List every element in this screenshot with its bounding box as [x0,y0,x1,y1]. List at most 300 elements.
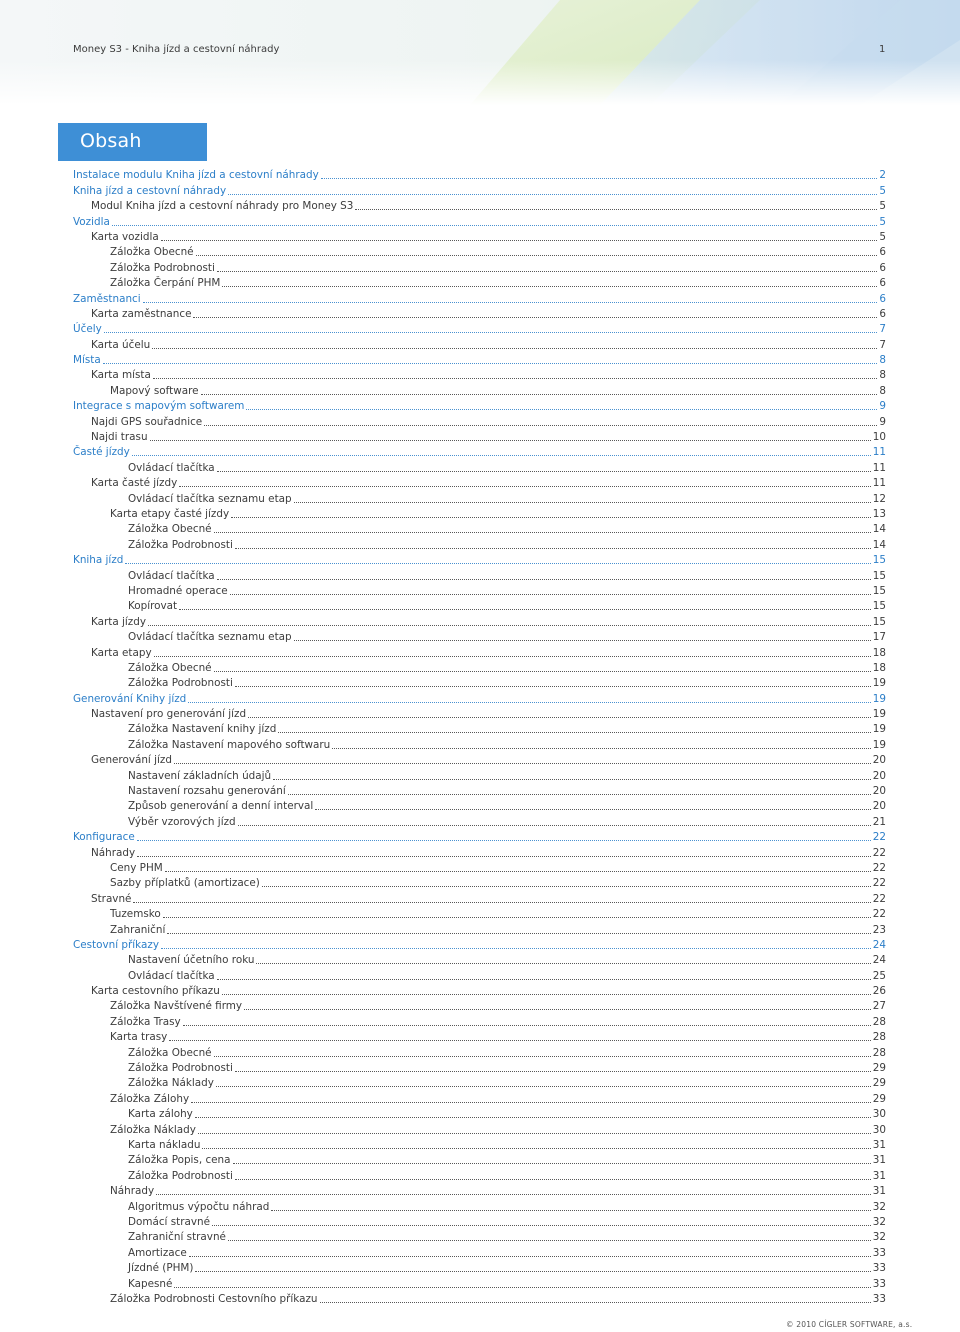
toc-entry-page: 33 [872,1246,886,1259]
toc-leader-dots [246,408,877,410]
toc-entry-label: Domácí stravné [128,1215,211,1228]
toc-entry[interactable] [0,689,960,704]
toc-entry[interactable] [0,1228,960,1243]
toc-entry-label: Algoritmus výpočtu náhrad [128,1200,270,1213]
toc-entry[interactable] [0,1197,960,1212]
toc-leader-dots [188,701,871,703]
toc-entry-label: Záložka Podrobnosti [128,677,233,690]
toc-entry[interactable] [0,674,960,689]
toc-leader-dots [137,839,871,841]
toc-entry-label: Karta časté jízdy [91,477,178,490]
toc-entry-label: Záložka Nastavení mapového softwaru [128,738,331,751]
toc-entry-label: Záložka Navštívené firmy [110,1000,243,1013]
toc-entry-page: 19 [872,692,886,705]
toc-entry-label: Karta etapy [91,646,152,659]
toc-entry[interactable] [0,643,960,658]
toc-entry[interactable] [0,274,960,289]
toc-entry-label: Nastavení pro generování jízd [91,708,247,721]
toc-entry-label: Mapový software [110,384,199,397]
toc-entry-page: 33 [872,1292,886,1305]
toc-entry-label: Účely [73,323,102,336]
toc-entry-label: Najdi GPS souřadnice [91,415,203,428]
toc-entry-page: 22 [872,861,886,874]
toc-leader-dots [217,470,871,472]
toc-entry-label: Záložka Čerpání PHM [110,277,221,290]
toc-entry-page: 29 [872,1062,886,1075]
toc-leader-dots [125,562,870,564]
toc-entry-label: Záložka Náklady [128,1077,214,1090]
toc-entry[interactable] [0,1166,960,1181]
toc-leader-dots [183,1024,871,1026]
toc-entry[interactable] [0,258,960,273]
toc-leader-dots [191,1101,871,1103]
toc-entry-page: 28 [872,1031,886,1044]
toc-entry-label: Náhrady [110,1185,155,1198]
toc-entry-label: Hromadné operace [128,584,228,597]
toc-entry[interactable] [0,197,960,212]
toc-entry-page: 32 [872,1215,886,1228]
table-of-contents [0,166,960,1305]
toc-leader-dots [273,778,871,780]
toc-leader-dots [189,1255,871,1257]
toc-entry-page: 23 [872,923,886,936]
toc-entry-label: Karta vozidla [91,230,159,243]
toc-leader-dots [235,685,871,687]
toc-entry-page: 6 [879,307,886,320]
toc-leader-dots [104,331,878,333]
toc-leader-dots [294,501,871,503]
toc-leader-dots [174,762,871,764]
toc-entry[interactable] [0,535,960,550]
toc-entry-page: 22 [872,831,886,844]
toc-entry-label: Kniha jízd [73,554,124,567]
toc-entry-page: 33 [872,1262,886,1275]
toc-entry-page: 7 [879,323,886,336]
toc-leader-dots [320,1301,871,1303]
toc-entry-page: 11 [872,461,886,474]
toc-entry-page: 19 [872,738,886,751]
toc-entry[interactable] [0,797,960,812]
toc-entry-page: 19 [872,708,886,721]
toc-entry[interactable] [0,751,960,766]
toc-entry-page: 31 [872,1139,886,1151]
toc-entry-label: Karta zaměstnance [91,307,192,320]
toc-entry[interactable] [0,320,960,335]
toc-entry-page: 29 [872,1092,886,1105]
toc-entry[interactable] [0,566,960,581]
toc-leader-dots [228,193,877,195]
toc-entry-page: 25 [872,969,886,982]
toc-entry-page: 22 [872,846,886,859]
toc-leader-dots [137,855,871,857]
toc-entry-page: 28 [872,1015,886,1028]
toc-entry-page: 15 [872,569,886,582]
page-title: Obsah [80,130,142,152]
toc-leader-dots [133,901,870,903]
toc-entry-page: 20 [872,769,886,782]
toc-entry[interactable] [0,1012,960,1027]
toc-entry[interactable] [0,874,960,889]
toc-entry-label: Generování jízd [91,754,172,767]
toc-entry-page: 18 [872,646,886,659]
toc-leader-dots [244,1008,871,1010]
toc-entry-page: 5 [879,215,886,228]
toc-entry-page: 20 [872,754,886,767]
toc-entry[interactable] [0,597,960,612]
toc-leader-dots [195,1270,870,1272]
toc-entry-label: Zaměstnanci [73,292,141,305]
toc-entry-label: Kopírovat [128,600,178,613]
toc-entry[interactable] [0,936,960,951]
toc-entry-label: Místa [73,354,101,367]
toc-entry[interactable] [0,920,960,935]
toc-entry-page: 24 [872,938,886,951]
toc-entry-page: 10 [872,431,886,444]
toc-leader-dots [202,1147,870,1149]
document-title: Money S3 - Kniha jízd a cestovní náhrady [73,44,280,55]
copyright-footer: © 2010 CÍGLER SOFTWARE, a.s. [786,1320,913,1329]
toc-leader-dots [167,932,870,934]
toc-entry-page: 21 [872,815,886,828]
toc-entry-page: 22 [872,877,886,890]
toc-entry-page: 7 [879,338,886,351]
toc-entry-page: 30 [872,1108,886,1121]
toc-entry[interactable] [0,505,960,520]
toc-leader-dots [233,1162,871,1164]
toc-entry-label: Jízdné (PHM) [128,1262,194,1275]
toc-entry-label: Záložka Popis, cena [128,1154,231,1167]
toc-entry-page: 29 [872,1077,886,1090]
toc-entry-label: Záložka Zálohy [110,1092,190,1105]
toc-entry-page: 14 [872,523,886,536]
toc-entry-label: Karta místa [91,369,151,382]
toc-entry-label: Najdi trasu [91,431,148,444]
toc-entry-page: 11 [872,477,886,490]
toc-leader-dots [332,747,870,749]
toc-entry-page: 18 [872,661,886,674]
toc-entry-label: Ovládací tlačítka [128,969,215,982]
toc-entry-label: Amortizace [128,1246,187,1259]
toc-entry-page: 5 [879,230,886,243]
toc-entry-label: Karta trasy [110,1031,168,1044]
toc-entry[interactable] [0,228,960,243]
toc-entry-page: 22 [872,892,886,905]
toc-leader-dots [235,1178,871,1180]
toc-entry-label: Vozidla [73,215,110,228]
toc-entry[interactable] [0,305,960,320]
toc-leader-dots [132,454,871,456]
toc-entry-page: 6 [879,292,886,305]
toc-entry-label: Karta etapy časté jízdy [110,507,230,520]
toc-leader-dots [153,377,877,379]
toc-entry[interactable] [0,551,960,566]
toc-entry-page: 15 [872,615,886,628]
toc-leader-dots [161,239,878,241]
toc-entry-page: 12 [872,492,886,505]
toc-entry-label: Nastavení účetního roku [128,954,255,967]
toc-leader-dots [169,1039,870,1041]
toc-leader-dots [196,254,878,256]
toc-entry[interactable] [0,659,960,674]
toc-leader-dots [214,531,871,533]
toc-entry[interactable] [0,628,960,643]
toc-entry[interactable] [0,1259,960,1274]
toc-entry[interactable] [0,458,960,473]
toc-leader-dots [163,916,871,918]
toc-entry-label: Karta cestovního příkazu [91,985,220,998]
toc-entry-label: Záložka Podrobnosti Cestovního příkazu [110,1292,318,1305]
toc-entry-page: 19 [872,723,886,736]
toc-leader-dots [165,870,871,872]
toc-entry-page: 15 [872,554,886,567]
toc-leader-dots [193,316,877,318]
toc-entry-page: 8 [879,369,886,382]
toc-entry[interactable] [0,381,960,396]
toc-entry-page: 27 [872,1000,886,1013]
toc-leader-dots [201,393,878,395]
toc-leader-dots [216,1085,871,1087]
toc-leader-dots [271,1209,870,1211]
toc-entry[interactable] [0,212,960,227]
toc-entry-label: Karta nákladu [128,1139,201,1151]
toc-entry-label: Cestovní příkazy [73,938,159,951]
toc-entry-page: 31 [872,1169,886,1182]
toc-leader-dots [355,208,877,210]
toc-leader-dots [174,1286,870,1288]
toc-leader-dots [248,716,871,718]
toc-entry[interactable] [0,1182,960,1197]
toc-entry-label: Karta jízdy [91,615,146,628]
toc-entry[interactable] [0,335,960,350]
toc-leader-dots [321,177,878,179]
toc-entry-label: Způsob generování a denní interval [128,800,314,813]
toc-entry[interactable] [0,951,960,966]
toc-entry-page: 24 [872,954,886,967]
toc-entry[interactable] [0,1074,960,1089]
toc-entry[interactable] [0,520,960,535]
toc-leader-dots [148,624,871,626]
toc-entry[interactable] [0,1290,960,1305]
toc-entry-label: Ceny PHM [110,861,163,874]
toc-entry[interactable] [0,859,960,874]
toc-entry-label: Záložka Podrobnosti [128,538,233,551]
toc-entry-page: 31 [872,1185,886,1198]
toc-entry[interactable] [0,1243,960,1258]
toc-entry[interactable] [0,166,960,181]
toc-entry-page: 5 [879,184,886,197]
toc-entry-label: Náhrady [91,846,136,859]
toc-entry[interactable] [0,1151,960,1166]
toc-leader-dots [222,993,871,995]
toc-entry-label: Sazby příplatků (amortizace) [110,877,260,890]
toc-entry[interactable] [0,366,960,381]
toc-entry-label: Generování Knihy jízd [73,692,187,705]
toc-entry-label: Ovládací tlačítka [128,569,215,582]
toc-entry-label: Instalace modulu Kniha jízd a cestovní náhrady [73,169,319,182]
toc-entry-page: 14 [872,538,886,551]
toc-leader-dots [204,424,877,426]
toc-entry-label: Záložka Náklady [110,1123,196,1136]
toc-entry-page: 31 [872,1154,886,1167]
toc-entry-label: Kniha jízd a cestovní náhrady [73,184,227,197]
toc-entry-label: Záložka Podrobnosti [110,261,215,274]
toc-leader-dots [231,516,871,518]
toc-entry[interactable] [0,1120,960,1135]
toc-leader-dots [179,485,871,487]
toc-entry-page: 19 [872,677,886,690]
toc-entry[interactable] [0,905,960,920]
toc-entry-label: Zahraniční [110,923,166,936]
toc-entry[interactable] [0,982,960,997]
toc-leader-dots [112,224,878,226]
toc-entry[interactable] [0,443,960,458]
toc-entry-page: 9 [879,400,886,413]
toc-entry[interactable] [0,1213,960,1228]
toc-leader-dots [217,978,871,980]
toc-entry[interactable] [0,735,960,750]
toc-entry-page: 6 [879,246,886,259]
toc-entry-label: Záložka Obecné [128,661,212,674]
toc-leader-dots [294,639,871,641]
toc-entry[interactable] [0,243,960,258]
toc-entry-label: Konfigurace [73,831,135,844]
toc-entry[interactable] [0,582,960,597]
toc-leader-dots [154,655,871,657]
toc-entry-page: 2 [879,169,886,182]
toc-entry-page: 6 [879,261,886,274]
toc-leader-dots [152,347,877,349]
toc-entry-page: 5 [879,200,886,213]
toc-entry[interactable] [0,1043,960,1058]
toc-entry-label: Ovládací tlačítka [128,461,215,474]
toc-entry-label: Ovládací tlačítka seznamu etap [128,631,292,644]
toc-entry[interactable] [0,1059,960,1074]
toc-entry-label: Záložka Podrobnosti [128,1062,233,1075]
toc-entry[interactable] [0,966,960,981]
toc-leader-dots [235,1070,871,1072]
toc-leader-dots [230,593,871,595]
toc-entry[interactable] [0,1105,960,1120]
toc-entry[interactable] [0,489,960,504]
toc-entry[interactable] [0,289,960,304]
toc-entry[interactable] [0,1136,960,1151]
toc-entry-label: Časté jízdy [73,446,130,459]
toc-entry-label: Modul Kniha jízd a cestovní náhrady pro Money S3 [91,200,354,213]
toc-entry[interactable] [0,412,960,427]
toc-entry-page: 8 [879,384,886,397]
toc-entry-page: 9 [879,415,886,428]
toc-leader-dots [143,301,878,303]
toc-entry-page: 8 [879,354,886,367]
toc-entry-page: 28 [872,1046,886,1059]
toc-leader-dots [214,670,871,672]
toc-entry-page: 11 [872,446,886,459]
toc-entry-label: Výběr vzorových jízd [128,815,236,828]
toc-leader-dots [235,547,871,549]
toc-entry-label: Záložka Podrobnosti [128,1169,233,1182]
toc-entry[interactable] [0,181,960,196]
toc-leader-dots [238,824,871,826]
toc-entry[interactable] [0,474,960,489]
toc-entry-label: Tuzemsko [110,908,161,921]
toc-entry[interactable] [0,766,960,781]
toc-entry-label: Stravné [91,892,132,905]
toc-leader-dots [228,1239,871,1241]
toc-entry[interactable] [0,428,960,443]
toc-entry[interactable] [0,843,960,858]
toc-entry-page: 20 [872,800,886,813]
toc-entry-page: 17 [872,631,886,644]
toc-entry-label: Integrace s mapovým softwarem [73,400,245,413]
toc-leader-dots [198,1132,871,1134]
toc-leader-dots [156,1193,871,1195]
toc-leader-dots [103,362,878,364]
toc-entry-page: 13 [872,507,886,520]
toc-entry-page: 33 [872,1277,886,1290]
toc-entry-page: 32 [872,1231,886,1244]
toc-entry-page: 30 [872,1123,886,1136]
toc-leader-dots [179,608,871,610]
toc-entry-label: Záložka Obecné [110,246,194,259]
toc-entry-page: 26 [872,985,886,998]
toc-entry-label: Záložka Nastavení knihy jízd [128,723,277,736]
toc-entry-label: Zahraniční stravné [128,1231,226,1244]
toc-leader-dots [214,1055,871,1057]
toc-entry[interactable] [0,1274,960,1289]
toc-entry-label: Karta účelu [91,338,151,351]
toc-entry[interactable] [0,705,960,720]
toc-entry[interactable] [0,720,960,735]
toc-entry-label: Karta zálohy [128,1108,193,1121]
toc-entry-label: Kapesné [128,1277,173,1290]
toc-entry[interactable] [0,997,960,1012]
toc-leader-dots [212,1224,871,1226]
toc-entry-label: Nastavení základních údajů [128,769,272,782]
toc-entry-label: Záložka Trasy [110,1015,181,1028]
toc-entry[interactable] [0,397,960,412]
toc-entry[interactable] [0,1089,960,1104]
toc-entry[interactable] [0,889,960,904]
toc-entry-page: 15 [872,600,886,613]
toc-leader-dots [262,885,871,887]
toc-entry[interactable] [0,828,960,843]
toc-leader-dots [222,285,877,287]
toc-entry-page: 22 [872,908,886,921]
toc-leader-dots [161,947,871,949]
toc-entry-label: Záložka Obecné [128,523,212,536]
toc-entry-page: 32 [872,1200,886,1213]
toc-entry[interactable] [0,351,960,366]
toc-leader-dots [195,1116,871,1118]
toc-leader-dots [278,731,870,733]
toc-leader-dots [288,793,871,795]
toc-leader-dots [256,962,870,964]
toc-leader-dots [217,270,878,272]
toc-leader-dots [150,439,871,441]
toc-entry[interactable] [0,1028,960,1043]
toc-entry-page: 20 [872,785,886,798]
toc-entry-label: Ovládací tlačítka seznamu etap [128,492,292,505]
page-number: 1 [879,44,886,55]
toc-entry-page: 15 [872,584,886,597]
toc-entry[interactable] [0,782,960,797]
toc-entry[interactable] [0,812,960,827]
toc-entry-page: 6 [879,277,886,290]
toc-entry-label: Záložka Obecné [128,1046,212,1059]
toc-leader-dots [315,808,871,810]
toc-entry[interactable] [0,612,960,627]
toc-entry-label: Nastavení rozsahu generování [128,785,286,798]
